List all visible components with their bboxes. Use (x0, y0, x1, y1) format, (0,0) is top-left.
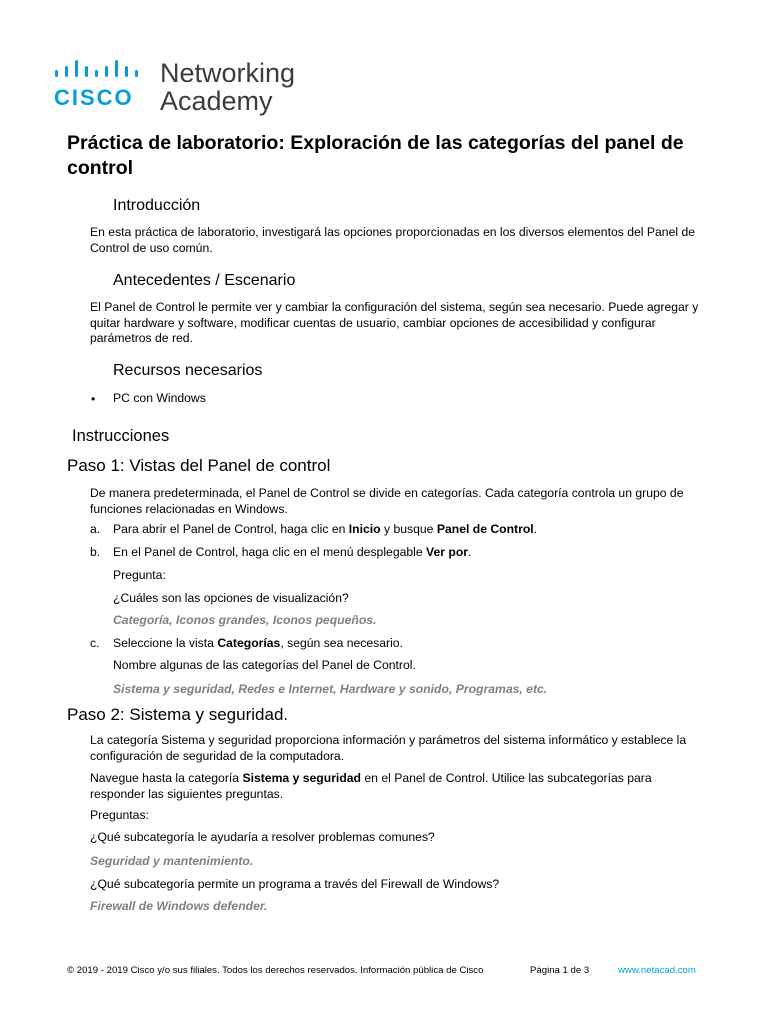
footer-link[interactable]: www.netacad.com (618, 965, 696, 976)
resources-heading: Recursos necesarios (113, 362, 263, 379)
question-text: ¿Cuáles son las opciones de visualización? (113, 591, 349, 605)
document-title: Práctica de laboratorio: Exploración de las categorías del panel de control (67, 132, 684, 179)
logo-networking: Networking (160, 58, 296, 88)
footer-page-number: Página 1 de 3 (530, 965, 590, 976)
intro-text: En esta práctica de laboratorio, investigará las opciones proporcionadas en los diversos elementos del Panel de Control de uso común. (90, 225, 695, 255)
step2-heading: Paso 2: Sistema y seguridad. (67, 705, 289, 724)
cisco-networking-academy-logo (54, 58, 304, 116)
step1-intro: De manera predeterminada, el Panel de Control se divide en categorías. Cada categoría controla un grupo de funciones relacionadas en Windows. (90, 486, 684, 516)
step1-a-text: Para abrir el Panel de Control, haga clic en Inicio y busque Panel de Control. (113, 522, 538, 536)
answer-2: Firewall de Windows defender. (90, 899, 268, 913)
step1-c-prompt: Nombre algunas de las categorías del Panel de Control. (113, 658, 416, 672)
intro-heading: Introducción (113, 197, 201, 214)
step2-p2: Navegue hasta la categoría Sistema y seguridad en el Panel de Control. Utilice las subcategorías para responder las siguientes preguntas. (90, 771, 652, 801)
step1-heading: Paso 1: Vistas del Panel de control (67, 456, 331, 475)
step1-b-text: En el Panel de Control, haga clic en el menú desplegable Ver por. (113, 545, 472, 559)
step1-b-marker: b. (90, 545, 101, 559)
background-heading: Antecedentes / Escenario (113, 272, 296, 289)
step1-a-marker: a. (90, 522, 101, 536)
step1-c-text: Seleccione la vista Categorías, según sea necesario. (113, 636, 403, 650)
question-1: ¿Qué subcategoría le ayudaría a resolver problemas comunes? (90, 830, 435, 844)
background-text: El Panel de Control le permite ver y cambiar la configuración del sistema, según sea necesario. Puede agregar y quitar hardware y software, modificar cuentas de usuario, cambiar opciones de accesibilidad y configurar parámetros de red. (90, 300, 699, 345)
bullet-marker: • (91, 392, 96, 406)
cisco-bars-icon (54, 58, 150, 82)
footer-copyright: © 2019 - 2019 Cisco y/o sus filiales. Todos los derechos reservados. Información pública de Cisco (67, 965, 484, 976)
question-2: ¿Qué subcategoría permite un programa a través del Firewall de Windows? (90, 877, 500, 891)
step2-p1: La categoría Sistema y seguridad proporciona información y parámetros del sistema informático y establece la configuración de seguridad de la computadora. (90, 733, 687, 763)
answer-categories: Sistema y seguridad, Redes e Internet, Hardware y sonido, Programas, etc. (113, 682, 548, 696)
answer-view-options: Categoría, Iconos grandes, Iconos pequeños. (113, 613, 377, 627)
question-label: Pregunta: (113, 568, 166, 582)
answer-1: Seguridad y mantenimiento. (90, 854, 254, 868)
cisco-wordmark: CISCO (54, 85, 134, 110)
instructions-heading: Instrucciones (72, 427, 170, 445)
resource-item: PC con Windows (113, 391, 206, 405)
questions-label: Preguntas: (90, 808, 149, 822)
logo-academy: Academy (160, 86, 273, 116)
step1-c-marker: c. (90, 636, 100, 650)
